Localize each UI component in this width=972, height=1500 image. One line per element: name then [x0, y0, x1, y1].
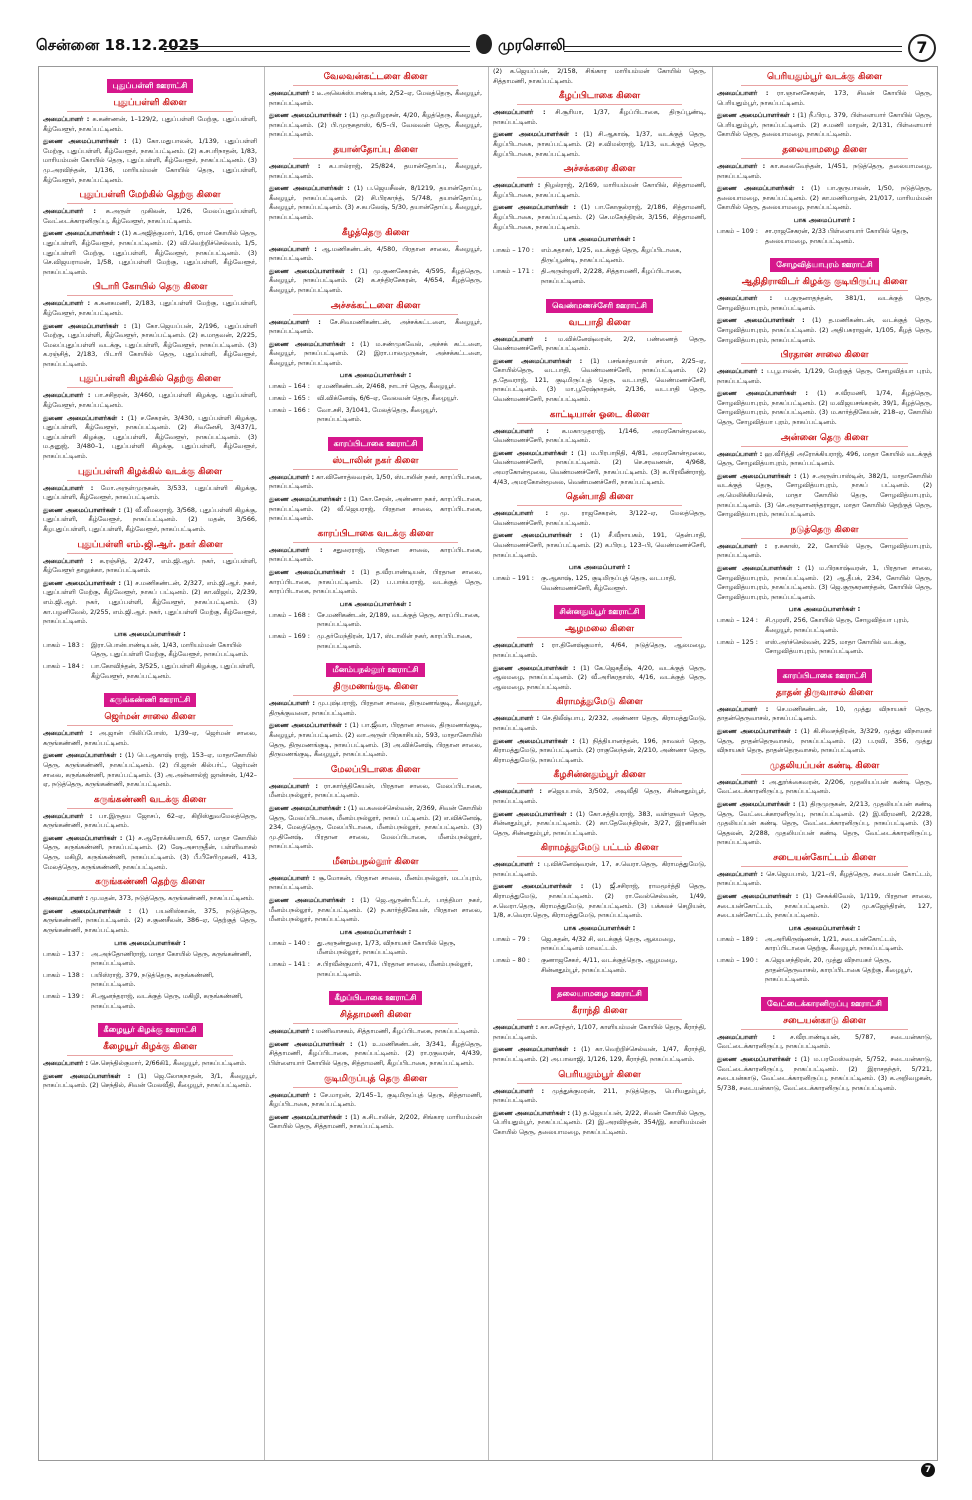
booth-row [717, 227, 932, 246]
member-paragraph: துணை அமைப்பாளர்கள் : (1) கோ.சத்தியராஜ், 383, வள்ளுவர் தெரு, சின்னதும்பூர், நாகப்பட்டினம். (2) கா.தேவேந்திரன், 3/27, இரணியன் தெரு, சின்னதும்பூர், நாகப்பட்டினம். [493, 809, 707, 837]
booth-row [43, 992, 257, 1011]
booth-row [717, 956, 932, 985]
booth-heading: பாக அமைப்பாளர் : [793, 215, 856, 224]
member-paragraph: துணை அமைப்பாளர்கள் : (1) ச.ஆரோக்கியசாமி, 657, மாதா கோயில் தெரு, கருங்கண்ணி, நாகப்பட்டினம். (2) ஷே.அசாருதீன், பள்ளிவாசல் தெரு, மகிழி, கருங்கண்ணி, நாகப்பட்டினம். (3) பீ.பீசேரிமுகனி, 413, மேலத்தெரு, கருங்கண்ணி, நாகப்பட்டினம். [43, 833, 257, 871]
member-paragraph: அமைப்பாளர் : மு.புஷ்பராஜ், பிரதான சாலை, திருமணங்குடி, கீழையூர், திருக்குவளை, நாகப்பட்டினம். [269, 699, 482, 717]
branch-heading: தயான்தோப்பு கிளை [269, 145, 482, 159]
member-paragraph: அமைப்பாளர் : கா.சுரேந்தர், 1/107, காளியம்மன் கோயில் தெரு, கீராந்தி, நாகப்பட்டினம். [493, 1023, 706, 1041]
member-paragraph: துணை அமைப்பாளர்கள் : (1) ப.ஜெயசீலன், 8/1219, தயான்தோப்பு, கீழையூர், நாகப்பட்டினம். (2) சி.பிரகாந்த், 5/748, தயான்தோப்பு, கீழையூர், நாகப்பட்டினம். (3) ச.கபலேஷ், 5/30, தயான்தோப்பு, கீழையூர், நாகப்பட்டினம். [269, 184, 483, 221]
member-paragraph: துணை அமைப்பாளர்கள் : (1) பா.குருபாலன், 1/50, நடுத்தெரு, தலையாமழை, நாகப்பட்டினம். (2) கா.மணிமாறன், 21/017, மாரியம்மன் கோயில் தெரு, தலையாமழை, நாகப்பட்டினம். [717, 184, 932, 212]
member-paragraph: அமைப்பாளர் : சஜெயபால், 3/502, அடிவீதி தெரு, சின்னதும்பூர், நாகப்பட்டினம். [493, 787, 706, 805]
member-paragraph: அமைப்பாளர் : டீ.அலெக்ஸ்பாண்டியன், 2/52–ஏ, மேலத்தெரு, கீழையூர், நாகப்பட்டினம். [269, 89, 483, 107]
member-paragraph: அமைப்பாளர் : பா.சசிதரன், 3/460, புதுப்பள்ளி கிழக்கு, புதுப்பள்ளி, கீழ்வேளூர், நாகப்பட்டினம். [43, 391, 257, 410]
member-paragraph: அமைப்பாளர் : ர.சுகாஸ், 22, கோயில் தெரு, சோழவித்யாபுரம், நாகப்பட்டினம். [717, 541, 932, 560]
panchayat-label: வேட்டைக்காரனிருப்பு ஊராட்சி [761, 997, 888, 1011]
member-paragraph: அமைப்பாளர் : செ.திலீஷ்பாபு, 2/232, அண்ணா தெரு, கிராமத்துமேடு, நாகப்பட்டினம். [493, 714, 706, 732]
branch-heading: வேலவன்கட்டளை கிளை [269, 72, 482, 86]
member-paragraph: அமைப்பாளர் : நிழல்ராஜ், 2/169, மாரியம்மன் கோயில், சித்தாமணி, கீழப்பிடாகை, நாகப்பட்டினம். [493, 181, 706, 199]
panchayat-heading [269, 985, 482, 1005]
member-paragraph: துணை அமைப்பாளர்கள் : (1) சீ.வீநாயகம், 191, தென்பாதி, வெண்மணச்சேரி, நாகப்பட்டினம். (2) க.பிரபு, 123–பி, வெண்மணச்சேரி, நாகப்பட்டினம். [493, 531, 706, 559]
member-paragraph: துணை அமைப்பாளர்கள் : (1) திருமுருகன், 2/213, முதலியப்பன் கண்டி தெரு, வேட்டைக்காரனிருப்பு, நாகப்பட்டினம். (2) இ.வீரமணி, 2/228, முதலியப்பன் கண்டி தெரு, வேட்டைக்காரனிருப்பு, நாகப்பட்டினம். (3) தெதலன், 2/288, முதலியப்பன் கண்டி தெரு, வேட்டைக்காரனிருப்பு, நாகப்பட்டினம். [717, 799, 933, 847]
panchayat-label: புதுப்பள்ளி ஊராட்சி [107, 79, 194, 93]
member-paragraph: அமைப்பாளர் : முத்துக்குமரன், 211, நடுத்தெரு, பெரியதும்பூர், நாகப்பட்டினம். [493, 1086, 706, 1105]
panchayat-heading [493, 599, 706, 619]
member-paragraph: அமைப்பாளர் : அ.தூர்க்கைவரன், 2/206, முதலியப்பன் கண்டி தெரு, வேட்டைக்காரனிருப்பு, நாகப்பட்டினம். [717, 777, 932, 796]
booth-heading: பாக அமைப்பாளர்கள் : [114, 629, 186, 638]
branch-heading: சடையன்கோட்டம் கிளை [717, 853, 932, 867]
member-paragraph: அமைப்பாளர் : ஹ.வீரித்தி அரோக்கியராஜ், 496, மாதா கோயில் வடக்குத் தெரு, சோழவித்யாபுரம், நாகப்பட்டினம். [717, 449, 933, 468]
panchayat-heading [493, 981, 706, 1001]
booth-organiser: சி.ஆனந்தராஜ், வடக்குத் தெரு, மகிழி, கருங்கண்ணி, நாகப்பட்டினம். [91, 992, 243, 1010]
booth-number: பாகம் – 190 : [717, 956, 758, 965]
branch-heading: நடுத்தெரு கிளை [717, 525, 932, 539]
booth-organiser: க.ஜெயசந்திரன், 20, முத்து விநாயகர் தெரு, தாதன்தெருவாசல், காரப்பிடாகை தெற்கு, கீழையூர், நாகப்பட்டினம். [765, 956, 913, 984]
member-paragraph: அமைப்பாளர் : க.பால்ராஜ், 25/824, தயான்தோப்பு, கீழையூர், நாகப்பட்டினம். [269, 161, 483, 180]
branch-heading: முதலியப்பன் கண்டி கிளை [717, 761, 932, 775]
member-paragraph: அமைப்பாளர் : பா.இருதய ஜோசப், 62–ஏ, கிறிஸ்துவமேலத்தெரு, கருங்கண்ணி, நாகப்பட்டினம். [43, 811, 257, 830]
branch-heading: பெரியதும்பூர் வடக்கு கிளை [717, 72, 932, 86]
panchayat-heading [269, 657, 482, 677]
branch-heading: கீழப்பிடாகை கிளை [493, 91, 706, 105]
member-paragraph: துணை அமைப்பாளர்கள் : (1) ச.வீரமணி, 1/74, கீழத்தெரு, சோழவித்யாபுரம், நாகப்பட்டினம். (2) ம.விஜயசங்கரன், 39/1, கீழத்தெரு, சோழவித்யாபுரம், நாகப்பட்டினம். (3) ம.கார்த்திகேயன், 218–ஏ, கோயில் தெரு, சோழவித்யா புரம், நாகப்பட்டினம். [717, 389, 932, 427]
booth-number: பாகம் – 170 : [493, 246, 534, 255]
panchayat-label: கீழப்பிடாகை ஊராட்சி [329, 991, 423, 1005]
column-4 [712, 67, 936, 1460]
newspaper-logo-icon [476, 34, 492, 54]
panchayat-heading [717, 991, 932, 1011]
booth-row [43, 641, 257, 660]
member-paragraph: அமைப்பாளர் : ச.வீரபாண்டியன், 5/787, சடையன்காடு, வேட்டைக்காரனிருப்பு, நாகப்பட்டினம். [717, 1032, 933, 1051]
panchayat-label: காரப்பிடாகை ஊராட்சி [777, 669, 873, 683]
branch-heading: புதுப்பள்ளி கிழக்கில் வடக்கு கிளை [43, 467, 257, 481]
booth-heading: பாக அமைப்பாளர்கள் : [114, 938, 186, 947]
branch-heading: புதுப்பள்ளி கிழக்கில் தெற்கு கிளை [43, 374, 257, 388]
member-paragraph: அமைப்பாளர் : சே.சிவமணிகண்டன், அச்சக்கட்டளை, கீழையூர், நாகப்பட்டினம். [269, 317, 483, 336]
member-paragraph: அமைப்பாளர் : ரா.தினேஷ்குமார், 4/64, நடுத்தெரு, ஆலமழை, நாகப்பட்டினம். [493, 641, 706, 659]
branch-heading: ஆழமலை கிளை [493, 624, 706, 638]
booth-heading: பாக அமைப்பாளர்கள் : [788, 605, 861, 614]
branch-heading: காரப்பிடாகை வடக்கு கிளை [269, 529, 482, 543]
member-paragraph: அமைப்பாளர் : ப.பூபாலன், 1/129, மேற்குத் தெரு, சோழவித்யா புரம், நாகப்பட்டினம். [717, 367, 933, 385]
member-paragraph: துணை அமைப்பாளர்கள் : (1) சி.ஆகாஷ், 1/37, வடக்குத் தெரு, கீழப்பிடாகை, நாகப்பட்டினம். (2) ச.விமல்ராஜ், 1/13, வடக்குத் தெரு, கீழப்பிடாகை, நாகப்பட்டினம். [493, 130, 706, 158]
panchayat-label: கீழையூர் கிழக்கு ஊராட்சி [98, 1023, 203, 1037]
member-paragraph: துணை அமைப்பாளர்கள் : (1) க.சிடாலின், 2/202, சிங்கார மாரியம்மன் கோயில் தெரு, சித்தாமணி, நாகப்பட்டினம். [269, 1112, 482, 1131]
branch-heading: பிடாரி கோயில் தெரு கிளை [43, 282, 257, 296]
booth-number: பாகம் – 139 : [43, 992, 84, 1000]
panchayat-heading [43, 73, 257, 93]
newspaper-name: முரசொலி [498, 36, 566, 54]
booth-number: பாகம் – 138 : [43, 970, 84, 979]
booth-heading: பாக அமைப்பாளர்கள் : [788, 923, 861, 932]
branch-heading: புதுப்பள்ளி கிளை [43, 98, 257, 112]
member-paragraph: அமைப்பாளர் : ரா.கார்த்திகேயன், பிரதான சாலை, மேலப்பிடாகை, மீனம்பநல்லூர், நாகப்பட்டினம். [269, 781, 483, 800]
member-paragraph: துணை அமைப்பாளர்கள் : (1) பா.ஜீவா, பிரதான சாலை, திருமணங்குடி, கீழையூர், நாகப்பட்டினம். (2) வா.அருள் பிரகாசியம், 593, மாதாகோயில் தெரு, திருமணங்குடி, நாகப்பட்டினம். (3) அ.விக்னேஷ், பிரதான சாலை, திருமணங்குடி, கீழையூர், நாகப்பட்டினம். [269, 721, 483, 759]
member-paragraph: அமைப்பாளர் : சதுரைராஜ், பிரதான சாலை, காரப்பிடாகை, நாகப்பட்டினம். [269, 545, 482, 564]
member-paragraph: அமைப்பாளர் : க.ரஞ்சித், 2/247, எம்.ஜி.ஆர். நகர், புதுப்பள்ளி, கீழ்வேளூர் தாலுக்கா, நாகப்பட்டினம். [43, 556, 257, 575]
booth-row [493, 574, 706, 593]
branch-heading: அச்சக்கரை கிளை [493, 164, 706, 178]
member-paragraph: (2) க.ஜெயப்பன், 2/158, சிங்கார மாரியம்மன் கோயில் தெரு, சித்தாமணி, நாகப்பட்டினம். [493, 67, 706, 85]
member-paragraph: துணை அமைப்பாளர்கள் : (1) ச.அருள்பாஸ்டின், 382/1, மாதாகோயில் வடக்குத் தெரு, சோழவித்யாபுரம், நாகப் பட்டினம். (2) அ.மெலிக்கியசெல், மாதா கோயில் தெரு, சோழவித்யாபுரம், நாகப்பட்டினம். (3) செ.அருளானந்தராஜா, மாதா கோயில் தெற்குத் தெரு, சோழவித்யாபுரம், நாகப்பட்டினம். [717, 471, 932, 519]
booth-number: பாகம் – 79 : [493, 934, 530, 943]
branch-heading: மீனம்பநல்லூர் கிளை [269, 857, 482, 871]
member-paragraph: துணை அமைப்பாளர்கள் : (1) பெ.ஆகாஷ் ராஜ், 153–ஏ, மாதாகோயில் தெரு, கருங்கண்ணி, நாகப்பட்டினம். (2) பி.ஜான் கில்பர்ட், ஜெர்மன் சாலை, கருங்கண்ணி, நாகப்பட்டினம். (3) அ.அன்னால்ஜ் ஜான்சன், 1/42–ஏ, நடுத்தெரு, கருங்கண்ணி, நாகப்பட்டினம். [43, 751, 257, 789]
member-paragraph: துணை அமைப்பாளர்கள் : (1) மு.குணசேகரன், 4/595, கீழத்தெரு, கீழையூர், நாகப்பட்டினம். (2) க.சந்திரசேகரன், 4/654, கீழத்தெரு, கீழையூர், நாகப்பட்டினம். [269, 266, 482, 294]
booth-number: பாகம் – 165 : [269, 394, 310, 403]
branch-heading: அன்னை தெரு கிளை [717, 433, 932, 447]
member-paragraph: அமைப்பாளர் : க.கனகமணி, 2/183, புதுப்பள்ளி மேற்கு, புதுப்பள்ளி, கீழ்வேளூர், நாகப்பட்டினம். [43, 299, 257, 317]
booth-number: பாகம் – 137 : [43, 949, 84, 958]
column-2 [264, 67, 486, 1460]
panchayat-heading [493, 293, 706, 313]
branch-heading: அச்சக்கட்டளை கிளை [269, 301, 482, 315]
panchayat-heading [717, 663, 932, 683]
booth-organiser: பா.கோவிந்தன், 3/525, புதுப்பள்ளி கிழக்கு, புதுப்பள்ளி, கீழ்வேளூர், நாகப்பட்டினம். [91, 661, 255, 680]
booth-row [43, 971, 257, 990]
booth-row [43, 662, 257, 681]
panchayat-label: வெண்மணச்சேரி ஊராட்சி [546, 299, 653, 313]
member-paragraph: அமைப்பாளர் : மு.மதன், 373, நடுத்தெரு, கருங்கண்ணி, நாகப்பட்டினம். [43, 894, 255, 903]
branch-heading: கீழையூர் கிழக்கு கிளை [43, 1042, 257, 1056]
member-paragraph: அமைப்பாளர் : செ.ஜெயபால், 1/21–பி, கீழத்தெரு, சடையன் கோட்டம், நாகப்பட்டினம். [717, 869, 933, 888]
branch-heading: தாதன் திருவாசல் கிளை [717, 688, 932, 702]
member-paragraph: துணை அமைப்பாளர்கள் : (1) கோ.மதுபாலன், 1/139, புதுப்பள்ளி மேற்கு, புதுப்பள்ளி, கீழ்வேளூர், நாகப்பட்டினம். (2) க.சபரிநாதன், 1/83, மாரியம்மன் கோயில் தெரு, புதுப்பள்ளி, கீழ்வேளூர், நாகப்பட்டினம். (3) மு.அரவிந்தன், 1/136, மாரியம்மன் கோயில் தெரு, புதுப்பள்ளி, கீழ்வேளூர், நாகப்பட்டினம். [43, 137, 258, 184]
branch-heading: கீராந்தி கிளை [493, 1006, 706, 1020]
branch-heading: கிராமத்துமேடு கிளை [493, 697, 706, 711]
booth-number: பாகம் – 169 : [269, 631, 310, 640]
member-paragraph: துணை அமைப்பாளர்கள் : (1) த.மணிகண்டன், வடக்குத் தெரு, சோழவித்யாபுரம், நாகப்பட்டினம். (2) அதிபசுராஜன், 1/105, கீழத் தெரு, சோழவித்யாபுரம், நாகப்பட்டினம். [717, 316, 932, 344]
booth-organiser: எம்.சுதாகர், 1/25, வடக்குத் தெரு, கீழப்பிடாகை, திருப்பூண்டி, நாகப்பட்டினம். [541, 246, 682, 264]
member-paragraph: துணை அமைப்பாளர்கள் : (1) ச.சேகரன், 3/430, புதுப்பள்ளி கிழக்கு, புதுப்பள்ளி, கீழ்வேளூர், நாகப்பட்டினம். (2) சிவனேசி, 3/437/1, புதுப்பள்ளி கிழக்கு, புதுப்பள்ளி, கீழ்வேளூர், நாகப்பட்டினம். (3) ம.தனுஜ், 3/480–1, புதுப்பள்ளி கிழக்கு, புதுப்பள்ளி, கீழ்வேளூர், நாகப்பட்டினம். [43, 413, 258, 461]
booth-organiser: வோ.சசி, 3/1041, மேலத்தெரு, கீழையூர், நாகப்பட்டினம். [317, 405, 438, 424]
member-paragraph: அமைப்பாளர் : பு.விக்னேஷ்வரன், 17, ச.வெரா.தெரு, கிராமத்துமேடு, நாகப்பட்டினம். [493, 860, 706, 878]
branch-heading: கிராமத்துமேடு பட்டம் கிளை [493, 843, 706, 857]
member-paragraph: துணை அமைப்பாளர்கள் : (1) கி.சிவசந்திரன், 3/329, முத்து விநாயகர் தெரு, தாதன்தெருவாசல், நாகப்பட்டினம். (2) ப.ரவி, 356, முத்து விநாயகர் தெரு, தாதன்தெருவாசல், நாகப்பட்டினம். [717, 726, 932, 755]
booth-organiser: து.அருண்துரை, 1/73, விநாயகர் கோயில் தெரு, மீனம்பநல்லூர், நாகப்பட்டினம். [317, 938, 456, 957]
member-paragraph: துணை அமைப்பாளர்கள் : (1) உ.மணிகண்டன், 3/341, கீழத்தெரு, சித்தாமணி, கீழப்பிடாகை, நாகப்பட்டினம். (2) ரா.ரகுவரன், 4/439, பிள்ளையார் கோயில் தெரு, சித்தாமணி, கீழப்பிடாகை, நாகப்பட்டினம். [269, 1039, 483, 1067]
booth-row [269, 382, 482, 392]
branch-heading: புதுப்பள்ளி மேற்கில் தெற்கு கிளை [43, 190, 257, 204]
member-paragraph: அமைப்பாளர் : மணிவாசகம், சித்தாமணி, கீழப்பிடாகை, நாகப்பட்டினம். [269, 1027, 480, 1036]
member-paragraph: துணை அமைப்பாளர்கள் : (1) ம.பிரகாஷ்வரன், 1, பிரதான சாலை, சோழவித்யாபுரம், நாகப்பட்டினம். (2) ஆ.தீபக், 234, கோயில் தெரு, சோழவித்யாபுரம், நாகப்பட்டினம். (3) ஜெ.குருகரணந்தன், கோயில் தெரு, சோழவித்யாபுரம், நாகப்பட்டினம். [717, 564, 932, 601]
branch-heading: புதுப்பள்ளி எம்.ஜி.ஆர். நகர் கிளை [43, 540, 257, 554]
member-paragraph: அமைப்பாளர் : செ.மணிகண்டன், 10, முத்து விநாயகர் தெரு, தாதன்தெருவாசல், நாகப்பட்டினம். [717, 704, 932, 723]
booth-row [269, 960, 482, 979]
branch-heading: ஆதிதிராவிடர் கிழக்கு குடியிருப்பு கிளை [717, 277, 932, 291]
member-paragraph: அமைப்பாளர் : மோ.அருள்முருகன், 3/533, புதுப்பள்ளி கிழக்கு, புதுப்பள்ளி, கீழ்வேளூர், நாகப்பட்டினம். [43, 483, 258, 502]
member-paragraph: துணை அமைப்பாளர்கள் : (1) த.ஜெயப்பன், 2/22, சிவன் கோயில் தெரு, பெரியதும்பூர், நாகப்பட்டினம். (2) இ.அரவிந்தன், 354/இ, காளியம்மன் கோயில் தெரு, தலையாமழை, நாகப்பட்டினம். [493, 1108, 707, 1136]
branch-heading: கீழசின்னதும்பூர் கிளை [493, 770, 706, 784]
booth-organiser: கு.ஆகாஷ், 125, குடிமிருப்புத் தெரு, வடபாதி, வெண்மணச்சேரி, கீழ்வேளூர். [541, 574, 676, 592]
booth-organiser: மு.தர்மேந்திரன், 1/17, ஸ்டாலின் நகர், காரப்பிடாகை, நாகப்பட்டினம். [317, 631, 473, 650]
member-paragraph: துணை அமைப்பாளர்கள் : (1) வீ.வீமலராஜ், 3/568, புதுப்பள்ளி கிழக்கு, புதுப்பள்ளி, கீழ்வேளூர், நாகப்பட்டினம். (2) மதன், 3/566, கீழபுதுப்பள்ளி, புதுப்பள்ளி, கீழ்வேளூர், நாகப்பட்டினம். [43, 505, 258, 533]
booth-number: பாகம் – 141 : [269, 960, 310, 969]
booth-organiser: சா.ராஜசேகரன், 2/33 பிள்ளையார் கோயில் தெரு, தலையாமழை, நாகப்பட்டினம். [765, 226, 909, 245]
member-paragraph: துணை அமைப்பாளர்கள் : (1) பா.கோகுல்ராஜ், 2/186, சித்தாமணி, கீழப்பிடாகை, நாகப்பட்டினம். (2) செ.மகேந்திரன், 3/156, சித்தாமணி, கீழப்பிடாகை, நாகப்பட்டினம். [493, 203, 707, 231]
panchayat-label: சின்னதும்பூர் ஊராட்சி [554, 605, 646, 619]
branch-heading: குடிமிருப்புத் தெரு கிளை [269, 1074, 482, 1088]
member-paragraph: அமைப்பாளர் : சே.மாறன், 2/145–1, குடிமிருப்புத் தெரு, சித்தாமணி, கீழப்பிடாகை, நாகப்பட்டினம். [269, 1090, 482, 1109]
booth-row [493, 935, 706, 954]
footer-page-number: 7 [921, 1463, 935, 1477]
panchayat-label: சோழவித்யாபுரம் ஊராட்சி [770, 258, 878, 272]
branch-heading: திருமணங்குடி கிளை [269, 682, 482, 696]
page-number: 7 [908, 34, 936, 62]
member-paragraph: அமைப்பாளர் : க.கண்ணன், 1–129/2, புதுப்பள்ளி மேற்கு, புதுப்பள்ளி, கீழ்வேளூர், நாகப்பட்டினம். [43, 115, 257, 133]
booth-row [269, 939, 482, 958]
member-paragraph: அமைப்பாளர் : ம.விக்னேஷ்வரன், 2/2, பண்ணைத் தெரு, வெண்மணச்சேரி, நாகப்பட்டினம். [493, 334, 707, 353]
member-paragraph: அமைப்பாளர் : ப.குருனாதந்தன், 381/1, வடக்குத் தெரு, சோழவித்யாபுரம், நாகப்பட்டினம். [717, 294, 932, 312]
branch-heading: பிரதான சாலை கிளை [717, 350, 932, 364]
masthead-rule-right [564, 46, 902, 52]
member-paragraph: துணை அமைப்பாளர்கள் : (1) ஜீ.சசிராஜ், ராமமூர்த்தி தெரு, கிராமத்துமேடு, நாகப்பட்டினம். (2) ரா.வேல்செல்வன், 1/49, ச.வெரா.தெரு, கிராமத்துமேடு, நாகப்பட்டினம். (3) பக்கலச் செழியன், 1/8, ச.வெரா.தெரு, கிராமத்துமேடு, நாகப்பட்டினம். [493, 882, 706, 920]
booth-organiser: சி.முரளி, 256, கோயில் தெரு, சோழவித்யா புரம், கீழையூர், நாகப்பட்டினம். [765, 616, 909, 634]
booth-row [493, 956, 706, 975]
member-paragraph: துணை அமைப்பாளர்கள் : (1) பசங்கர்தயாள் சர்மா, 2/25–ஏ, கோயில்தெரு, வடபாதி, வெண்மணச்சேரி, நாகப்பட்டினம். (2) த.தேவராஜ், 121, குடிமிருப்புத் தெரு, வடபாதி, வெண்மணச்சேரி, நாகப்பட்டினம். (3) மா.பூரேஷ்நாதன், 2/136, வடபாதி தெரு, வெண்மணச்சேரி, நாகப்பட்டினம். [493, 356, 706, 404]
member-paragraph: அமைப்பாளர் : க.மகாமுதராஜ், 1/146, அமரகோன்மூலை, வெண்மணச்சேரி, நாகப்பட்டினம். [493, 426, 706, 445]
booth-organiser: எஸ்.அர்ச்செல்வன், 225, மாதா கோயில் வடக்கு, சோழவித்யாபுரம், நாகப்பட்டினம். [765, 637, 907, 656]
panchayat-label: கருங்கண்ணி ஊராட்சி [104, 693, 197, 707]
booth-number: பாகம் – 183 : [43, 640, 84, 649]
member-paragraph: அமைப்பாளர் : மு. ராஜசேகரன், 3/122–ஏ, மேலத்தெரு, வெண்மணச்சேரி, நாகப்பட்டினம். [493, 509, 706, 527]
member-paragraph: துணை அமைப்பாளர்கள் : (1) நித்தியானந்தன், 196, நாவலர் தெரு, கிராமத்துமேடு, நாகப்பட்டினம். (2) ராகுலேந்தன், 2/210, அண்ணா தெரு, கிராமத்துமேடு, நாகப்பட்டினம். [493, 736, 707, 764]
branch-heading: சடையன்காடு கிளை [717, 1016, 932, 1030]
booth-number: பாகம் – 171 : [493, 267, 534, 276]
branch-heading: ஜெர்மன் சாலை கிளை [43, 712, 257, 726]
branch-heading: ஸ்டாலின் நகர் கிளை [269, 456, 482, 470]
content-frame [38, 66, 938, 1461]
booth-number: பாகம் – 80 : [493, 956, 530, 965]
member-paragraph: அமைப்பாளர் : ஆ.மணிகண்டன், 4/580, பிரதான சாலை, கீழையூர், நாகப்பட்டினம். [269, 244, 482, 263]
booth-number: பாகம் – 164 : [269, 382, 310, 391]
branch-heading: வடபாதி கிளை [493, 318, 706, 332]
member-paragraph: துணை அமைப்பாளர்கள் : (1) வ.கலைச்செல்வன், 2/369, சிவன் கோயில் தெரு, மேலப்பிடாகை, மீனம்பநல்லூர், நாகப் பட்டினம். (2) எ.விக்னேஷ், 234, மேலத்தெரு, மேலப்பிடாகை, மீனம்பநல்லூர், நாகப்பட்டினம். (3) மு.தினேஷ், பிரதான சாலை, மேலப்பிடாகை, மீனம்பநல்லூர், நாகப்பட்டினம். [269, 803, 483, 851]
booth-number: பாகம் – 140 : [269, 938, 310, 947]
booth-row [493, 267, 706, 286]
member-paragraph: அமைப்பாளர் : சி.சூரியா, 1/37, கீழப்பிடாகை, திருப்பூண்டி, நாகப்பட்டினம். [493, 108, 706, 126]
member-paragraph: துணை அமைப்பாளர்கள் : (1) கோ.ஜெயப்பன், 2/196, புதுப்பள்ளி மேற்கு, புதுப்பள்ளி, கீழ்வேளூர், நாகப்பட்டினம். (2) க.மாதவன், 2/225, மேலப்புதுப்பள்ளி வடக்கு, புதுப்பள்ளி, கீழ்வேளூர், நாகப்பட்டினம். (3) க.ரஞ்சித், 2/183, பிடாரி கோயில் தெரு, புதுப்பள்ளி, கீழ்வேளூர், நாகப்பட்டினம். [43, 321, 257, 368]
member-paragraph: அமைப்பாளர் : சூ.மோகன், பிரதான சாலை, மீனம்பநல்லூர், மடப்புரம், நாகப்பட்டினம். [269, 873, 483, 892]
booth-organiser: பயிஸ்ராஜ், 379, நடுத்தெரு, கருங்கண்ணி, நாகப்பட்டினம். [91, 970, 214, 989]
panchayat-heading [43, 687, 257, 707]
booth-organiser: ஏ.மணிகண்டன், 2/468, நாடார் தெரு, கீழையூர். [317, 382, 457, 391]
booth-heading: பாக அமைப்பாளர்கள் : [563, 235, 636, 244]
masthead [36, 34, 936, 62]
booth-row [269, 394, 482, 404]
booth-heading: பாக அமைப்பாளர் : [568, 563, 631, 572]
dateline: சென்னை 18.12.2025 [36, 36, 200, 54]
booth-heading: பாக அமைப்பாளர்கள் : [563, 923, 636, 932]
column-1 [39, 67, 261, 1460]
booth-row [717, 935, 932, 954]
masthead-rule-left [164, 46, 470, 52]
branch-heading: சித்தாமணி கிளை [269, 1010, 482, 1024]
member-paragraph: துணை அமைப்பாளர்கள் : (1) ம.பரமேஸ்வரன், 5/752, சடையன்காடு, வேட்டைக்காரனிருப்பு, நாகப்பட்டினம். (2) இராசதந்தர், 5/721, சடையன்காடு, வேட்டைக்காரனிருப்பு, நாகப்பட்டினம். (3) க.அறிவழகன், 5/738, சடையன்காடு, வேட்டைக்காரனிருப்பு, நாகப்பட்டினம். [717, 1055, 932, 1092]
column-3 [488, 67, 710, 1460]
booth-organiser: குணாஜசேகர், 4/11, வடக்குத்தெரு, ஆழமழை, சின்னதும்பூர், நாகப்பட்டினம். [541, 956, 678, 974]
booth-organiser: அ.அந்தோணிராஜ், மாதா கோயில் தெரு, கருங்கண்ணி, நாகப்பட்டினம். [91, 949, 252, 968]
member-paragraph: அமைப்பாளர் : செ.செந்தில்குமார், 2/66கி1, கீழையூர், நாகப்பட்டினம். [43, 1059, 247, 1068]
booth-row [493, 246, 706, 265]
member-paragraph: அமைப்பாளர் : கா.வினோத்லவரன், 1/50, ஸ்டாலின் நகர், காரப்பிடாகை, நாகப்பட்டினம். [269, 472, 482, 491]
branch-heading: தென்பாதி கிளை [493, 492, 706, 506]
member-paragraph: துணை அமைப்பாளர்கள் : (1) க.அஜித்குமார், 1/16, ராமர் கோயில் தெரு, புதுப்பள்ளி, கீழ்வேளூர், நாகப்பட்டினம். (2) வி.வெற்றிச்செல்வம், 1/5, புதுப்பள்ளி மேற்கு, புதுப்பள்ளி, கீழ்வேளூர், நாகப்பட்டினம். (3) செ.விஜயராமன், 1/58, புதுப்பள்ளி மேற்கு, புதுப்பள்ளி, கீழ்வேளூர், நாகப்பட்டினம். [43, 229, 257, 276]
branch-heading: தலையாமழை கிளை [717, 145, 932, 159]
member-paragraph: அமைப்பாளர் : க.அருள் முகிலன், 1/26, மேலப்புதுப்பள்ளி, வேட்டைக்காரனிருப்பு, கீழ்வேளூர், நாகப்பட்டினம். [43, 207, 257, 225]
booth-organiser: வி.விக்னேஷ், 6/6–ஏ, வேலவன் தெரு, கீழையூர். [317, 394, 459, 403]
booth-row [269, 406, 482, 425]
member-paragraph: துணை அமைப்பாளர்கள் : (1) ம.சண்முகவேல், அச்சக் கட்டளை, கீழையூர், நாகப்பட்டினம். (2) இரா.பாலமுருகன், அச்சக்கட்டளை, கீழையூர், நாகப்பட்டினம். [269, 339, 482, 367]
booth-heading: பாக அமைப்பாளர்கள் : [339, 371, 412, 380]
member-paragraph: துணை அமைப்பாளர்கள் : (1) நீ.பிரபு, 379, பிள்ளையார் கோயில் தெரு, பெரியதும்பூர், நாகப்பட்டினம். (2) ச.மணி மாறன், 2/131, பிள்ளையார் கோயில் தெரு, தலையாமழை, நாகப்பட்டினம். [717, 111, 933, 139]
member-paragraph: அமைப்பாளர் : அ.ஜான் பிலிப்போஸ், 1/39–ஏ, ஜெர்மன் சாலை, கருங்கண்ணி, நாகப்பட்டினம். [43, 729, 258, 747]
branch-heading: மேலப்பிடாகை கிளை [269, 765, 482, 779]
member-paragraph: துணை அமைப்பாளர்கள் : (1) ம.பிரபாநிதி, 4/81, அமரகோன்மூலை, வெண்மணச்சேரி, நாகப்பட்டினம். (2) செ.சரவணன், 4/968, அமரகோன்மூலை, வெண்மணச்சேரி, நாகப்பட்டினம். (3) க.பிரவீண்ராஜ், 4/43, அமரகோன்மூலை, வெண்மணச்சேரி, நாகப்பட்டினம். [493, 448, 706, 486]
branch-heading: பெரியதும்பூர் கிளை [493, 1070, 706, 1084]
branch-heading: கீழத்தெரு கிளை [269, 228, 482, 242]
booth-organiser: தி.அருள்ஒளி, 2/228, சித்தாமணி, கீழப்பிடாகை, நாகப்பட்டினம். [541, 267, 682, 285]
booth-number: பாகம் – 189 : [717, 934, 758, 943]
booth-heading: பாக அமைப்பாளர்கள் : [339, 927, 412, 936]
branch-heading: கருங்கண்ணி தெற்கு கிளை [43, 877, 257, 891]
booth-organiser: அ.அரிகிருஷ்ணன், 1/21, சடையன்கோட்டம், காரப்பிடாகை தெற்கு, கீழையூர், நாகப்பட்டினம். [765, 934, 904, 953]
member-paragraph: துணை அமைப்பாளர்கள் : (1) பயனிஸ்கான், 375, நடுத்தெரு, கருங்கண்ணி, நாகப்பட்டினம். (2) ச.குணசீலன், 386–ஏ, தெற்குத் தெரு, கருங்கண்ணி, நாகப்பட்டினம். [43, 906, 257, 935]
member-paragraph: துணை அமைப்பாளர்கள் : (1) கே.ஜெகதீஷ், 4/20, வடக்குத் தெரு, ஆலமழை, நாகப்பட்டினம். (2) வீ.அரிகரதாஸ், 4/16, வடக்குத் தெரு, ஆலமழை, நாகப்பட்டினம். [493, 663, 707, 691]
booth-row [43, 950, 257, 969]
member-paragraph: அமைப்பாளர் : கா.கலைவேந்தன், 1/451, நடுத்தெரு, தலையாமழை, நாகப்பட்டினம். [717, 161, 933, 180]
branch-heading: கருங்கண்ணி வடக்கு கிளை [43, 795, 257, 809]
booth-number: பாகம் – 124 : [717, 616, 758, 625]
panchayat-heading [43, 1017, 257, 1037]
panchayat-heading [717, 252, 932, 272]
booth-row [717, 616, 932, 635]
member-paragraph: துணை அமைப்பாளர்கள் : (1) ச.மணிகண்டன், 2/327, எம்.ஜி.ஆர். நகர், புதுப்பள்ளி மேற்கு, கீழ்வேளூர், நாகப் பட்டினம். (2) கா.விஜய், 2/239, எம்.ஜி.ஆர். நகர், புதுப்பள்ளி, கீழ்வேளூர், நாகப்பட்டினம். (3) கா.பழனிவேல், 2/255, எம்.ஜி.ஆர். நகர், புதுப்பள்ளி மேற்கு, கீழ்வேளூர், நாகப்பட்டினம். [43, 578, 258, 626]
booth-row [269, 611, 482, 630]
member-paragraph: துணை அமைப்பாளர்கள் : (1) ஜெ.லோகநாதன், 3/1, கீழையூர், நாகப்பட்டினம். (2) செந்தில், சிவன் மேலவீதி, கீழையூர், நாகப்பட்டினம். [43, 1071, 257, 1090]
member-paragraph: துணை அமைப்பாளர்கள் : (1) சேசுக்கிவேல், 1/119, பிரதான சாலை, சடையன்கோட்டம், நாகப்பட்டினம். (2) மு.கஜேந்திரன், 127, சடையன்கோட்டம், நாகப்பட்டினம். [717, 892, 932, 920]
booth-number: பாகம் – 191 : [493, 574, 534, 583]
member-paragraph: துணை அமைப்பாளர்கள் : (1) கா.வெற்றிச்செல்வன், 1/47, கீராந்தி, நாகப்பட்டினம். (2) அ.பாலாஜி, 1/126, 129, கீராந்தி, நாகப்பட்டினம். [493, 1045, 706, 1063]
panchayat-heading [269, 431, 482, 451]
booth-organiser: சே.மணிகண்டன், 2/189, வடக்குத் தெரு, காரப்பிடாகை, நாகப்பட்டினம். [317, 610, 480, 629]
booth-number: பாகம் – 109 : [717, 226, 758, 235]
booth-number: பாகம் – 125 : [717, 637, 758, 646]
member-paragraph: அமைப்பாளர் : ரா.ஞானசேகரன், 173, சிவன் கோயில் தெரு, பெரியதும்பூர், நாகப்பட்டினம். [717, 89, 933, 107]
panchayat-label: தலையாமழை ஊராட்சி [551, 987, 648, 1001]
booth-number: பாகம் – 166 : [269, 405, 310, 414]
branch-heading: காட்டியான் ஓடை கிளை [493, 410, 706, 424]
booth-number: பாகம் – 168 : [269, 610, 310, 619]
member-paragraph: துணை அமைப்பாளர்கள் : (1) மு.தமிழரசன், 4/20, கீழத்தெரு, கீழையூர், நாகப்பட்டினம். (2) பி.முருகதாஸ், 6/5–பி, வேலவன் தெரு, கீழையூர், நாகப்பட்டினம். [269, 111, 482, 139]
booth-organiser: ஜெ.சுதன், 4/32 சி, வடக்குத் தெரு, ஆலமழை, நாகப்பட்டினம் மாவட்டம். [541, 934, 676, 953]
booth-organiser: ச.பிரவீன்குமார், 471, பிரதான சாலை, மீனம்பநல்லூர், நாகப்பட்டினம். [317, 960, 473, 978]
member-paragraph: துணை அமைப்பாளர்கள் : (1) கோ.சேரன், அண்ணா நகர், காரப்பிடாகை, நாகப்பட்டினம். (2) வீ.ஜெயராஜ், பிரதான சாலை, காரப்பிடாகை, நாகப்பட்டினம். [269, 495, 482, 523]
panchayat-label: காரப்பிடாகை ஊராட்சி [328, 437, 424, 451]
booth-heading: பாக அமைப்பாளர்கள் : [339, 599, 412, 608]
member-paragraph: துணை அமைப்பாளர்கள் : (1) ஜெ.ஆருண்பீட்டர், பாத்திமா நகர், மீனம்பநல்லூர், நாகப்பட்டினம். (2) ந.கார்த்திகேயன், பிரதான சாலை, மீனம்பநல்லூர், நாகப்பட்டினம். [269, 896, 483, 924]
panchayat-label: மீனம்பநல்லூர் ஊராட்சி [326, 663, 424, 677]
booth-row [717, 638, 932, 657]
member-paragraph: துணை அமைப்பாளர்கள் : (1) த.வீரபாண்டியன், பிரதான சாலை, காரப்பிடாகை, நாகப்பட்டினம். (2) ப.பாக்யராஜ், வடக்குத் தெரு, காரப்பிடாகை, நாகப்பட்டினம். [269, 568, 482, 596]
booth-organiser: இரா.பொன்பாண்டியன், 1/43, மாரியம்மன் கோயில் தெரு, புதுப்பள்ளி மேற்கு, கீழ்வேளூர், நாகப்பட்டினம். [91, 640, 249, 659]
booth-number: பாகம் – 184 : [43, 661, 84, 670]
booth-row [269, 632, 482, 651]
